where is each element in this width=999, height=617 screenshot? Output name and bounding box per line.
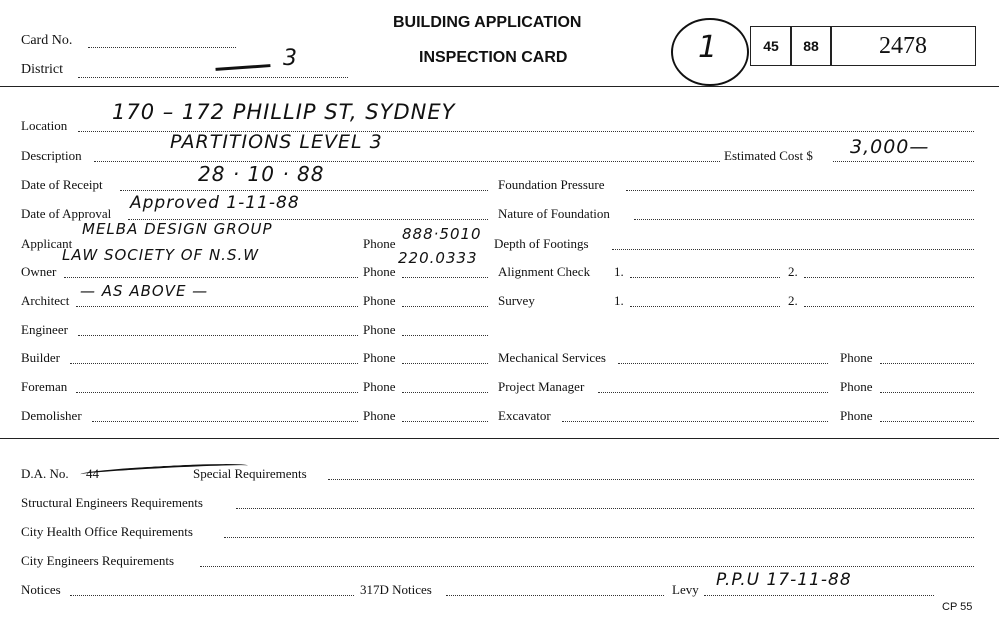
engineer-line[interactable]: [78, 335, 358, 336]
demolisher-phone-line[interactable]: [402, 421, 488, 422]
levy-line[interactable]: [704, 595, 934, 596]
city-engineers-label: City Engineers Requirements: [21, 553, 175, 568]
survey-two-label: 2.: [788, 293, 798, 308]
levy-label: Levy: [672, 582, 699, 597]
foundation-pressure-line[interactable]: [626, 190, 974, 191]
owner-phone-value: 220.0333: [398, 249, 478, 267]
circled-number: 1: [698, 30, 719, 65]
project-manager-phone-label: Phone: [840, 379, 873, 394]
card-no-label: Card No.: [21, 33, 73, 48]
builder-line[interactable]: [70, 363, 358, 364]
foreman-phone-label: Phone: [363, 379, 396, 394]
owner-line[interactable]: [64, 277, 358, 278]
notices-317d-line[interactable]: [446, 595, 664, 596]
nature-foundation-line[interactable]: [634, 219, 974, 220]
special-requirements-line[interactable]: [328, 479, 974, 480]
da-value: 44: [86, 466, 99, 481]
excavator-line[interactable]: [562, 421, 828, 422]
owner-phone-line[interactable]: [402, 277, 488, 278]
applicant-label: Applicant: [21, 236, 73, 251]
mechanical-phone-line[interactable]: [880, 363, 974, 364]
notices-label: Notices: [21, 582, 61, 597]
engineer-phone-line[interactable]: [402, 335, 488, 336]
foreman-line[interactable]: [76, 392, 358, 393]
notices-317d-label: 317D Notices: [360, 582, 432, 597]
excavator-phone-line[interactable]: [880, 421, 974, 422]
survey-label: Survey: [498, 293, 535, 308]
alignment-two-line[interactable]: [804, 277, 974, 278]
box-b: 88: [790, 26, 832, 66]
depth-footings-label: Depth of Footings: [494, 236, 589, 251]
demolisher-label: Demolisher: [21, 408, 82, 423]
date-receipt-label: Date of Receipt: [21, 177, 103, 192]
location-label: Location: [21, 118, 68, 133]
date-approval-value: Approved 1-11-88: [130, 193, 300, 213]
architect-value: — AS ABOVE —: [80, 282, 209, 300]
foreman-label: Foreman: [21, 379, 68, 394]
architect-phone-line[interactable]: [402, 306, 488, 307]
demolisher-phone-label: Phone: [363, 408, 396, 423]
architect-label: Architect: [21, 293, 70, 308]
foundation-pressure-label: Foundation Pressure: [498, 177, 605, 192]
description-line[interactable]: [94, 161, 720, 162]
form-code: CP 55: [942, 601, 973, 613]
notices-line[interactable]: [70, 595, 354, 596]
date-receipt-line[interactable]: [120, 190, 488, 191]
excavator-phone-label: Phone: [840, 408, 873, 423]
da-label: D.A. No.: [21, 466, 69, 481]
survey-two-line[interactable]: [804, 306, 974, 307]
district-label: District: [21, 62, 63, 77]
builder-label: Builder: [21, 350, 60, 365]
architect-line[interactable]: [76, 306, 358, 307]
location-value: 170 – 172 PHILLIP ST, SYDNEY: [112, 100, 456, 124]
top-rule: [0, 86, 999, 87]
mechanical-line[interactable]: [618, 363, 828, 364]
structural-label: Structural Engineers Requirements: [21, 495, 203, 510]
description-label: Description: [21, 148, 82, 163]
middle-rule: [0, 438, 999, 439]
alignment-one-line[interactable]: [630, 277, 780, 278]
alignment-two-label: 2.: [788, 264, 798, 279]
card-no-line[interactable]: [88, 47, 236, 48]
nature-foundation-label: Nature of Foundation: [498, 206, 610, 221]
depth-footings-line[interactable]: [612, 249, 974, 250]
alignment-one-label: 1.: [614, 264, 624, 279]
date-receipt-value: 28 · 10 · 88: [198, 162, 325, 186]
city-engineers-line[interactable]: [200, 566, 974, 567]
owner-phone-label: Phone: [363, 264, 396, 279]
box-number: 2478: [830, 26, 976, 66]
mechanical-phone-label: Phone: [840, 350, 873, 365]
health-label: City Health Office Requirements: [21, 524, 193, 539]
special-requirements-label: Special Requirements: [193, 466, 307, 481]
health-line[interactable]: [224, 537, 974, 538]
district-line[interactable]: [78, 77, 348, 78]
estimated-cost-line[interactable]: [833, 161, 974, 162]
builder-phone-line[interactable]: [402, 363, 488, 364]
applicant-value: MELBA DESIGN GROUP: [82, 220, 273, 238]
project-manager-phone-line[interactable]: [880, 392, 974, 393]
engineer-label: Engineer: [21, 322, 68, 337]
builder-phone-label: Phone: [363, 350, 396, 365]
district-strikeout: [214, 50, 270, 71]
title-line-1: BUILDING APPLICATION: [393, 14, 582, 31]
date-approval-label: Date of Approval: [21, 206, 112, 221]
estimated-cost-value: 3,000—: [850, 136, 930, 158]
alignment-check-label: Alignment Check: [498, 264, 591, 279]
demolisher-line[interactable]: [92, 421, 358, 422]
survey-one-line[interactable]: [630, 306, 780, 307]
engineer-phone-label: Phone: [363, 322, 396, 337]
project-manager-label: Project Manager: [498, 379, 585, 394]
mechanical-label: Mechanical Services: [498, 350, 606, 365]
applicant-phone-label: Phone: [363, 236, 396, 251]
box-a: 45: [750, 26, 792, 66]
owner-value: LAW SOCIETY OF N.S.W: [62, 246, 260, 264]
applicant-phone-value: 888·5010: [402, 225, 482, 243]
description-value: PARTITIONS LEVEL 3: [170, 131, 383, 153]
owner-label: Owner: [21, 264, 57, 279]
project-manager-line[interactable]: [598, 392, 828, 393]
title-line-2: INSPECTION CARD: [419, 49, 568, 66]
structural-line[interactable]: [236, 508, 974, 509]
estimated-cost-label: Estimated Cost $: [724, 148, 813, 163]
excavator-label: Excavator: [498, 408, 551, 423]
district-value: 3: [283, 46, 298, 71]
survey-one-label: 1.: [614, 293, 624, 308]
foreman-phone-line[interactable]: [402, 392, 488, 393]
architect-phone-label: Phone: [363, 293, 396, 308]
levy-value: P.P.U 17-11-88: [716, 570, 852, 590]
